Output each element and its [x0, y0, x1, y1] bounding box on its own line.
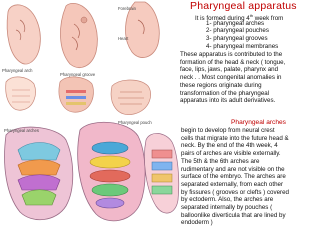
contribution-paragraph: These apparatus is contributed to the formation of the head & neck ( tongue, face, lips, jaws, palate, pharynx and neck . . Most congenital anomalies in these regions originate during transformation of the pharyngeal apparatus into its adult derivatives. [180, 51, 286, 105]
intro-text: It is formed during 4th week from [195, 13, 284, 23]
arches-heading: Pharyngeal arches [231, 119, 286, 126]
svg-text:Pharyngeal pouch: Pharyngeal pouch [118, 120, 152, 125]
slide-title: Pharyngeal apparatus [190, 0, 297, 12]
svg-text:Pharyngeal arch: Pharyngeal arch [2, 68, 33, 73]
component-item: 2- pharyngeal pouches [206, 27, 269, 35]
arches-paragraph: begin to develop from neural crest cells that migrate into the future head & neck. By the end of the 4th week, 4 pairs of arches are visible externally. The 5th & the 6th arches are rudimentary and are not visible on the surface of the embryo. The arches are separated externally, from each other by fissures ( grooves or clefts ) covered by ectoderm. Also, the arches are separated internally by pouches ( balloonlike diverticula that are lined by endoderm ) [181, 127, 289, 227]
component-item: 4- pharyngeal membranes [206, 42, 279, 50]
svg-text:Forebrain: Forebrain [118, 6, 136, 11]
component-item: 3- pharyngeal grooves [206, 34, 268, 42]
svg-text:Pharyngeal arches: Pharyngeal arches [4, 128, 39, 133]
arch-section-small-b [59, 77, 93, 112]
svg-text:Pharyngeal groove: Pharyngeal groove [60, 72, 96, 77]
component-item: 1- pharyngeal arches [206, 19, 265, 27]
svg-text:Heart: Heart [118, 36, 129, 41]
components-list [206, 20, 278, 51]
